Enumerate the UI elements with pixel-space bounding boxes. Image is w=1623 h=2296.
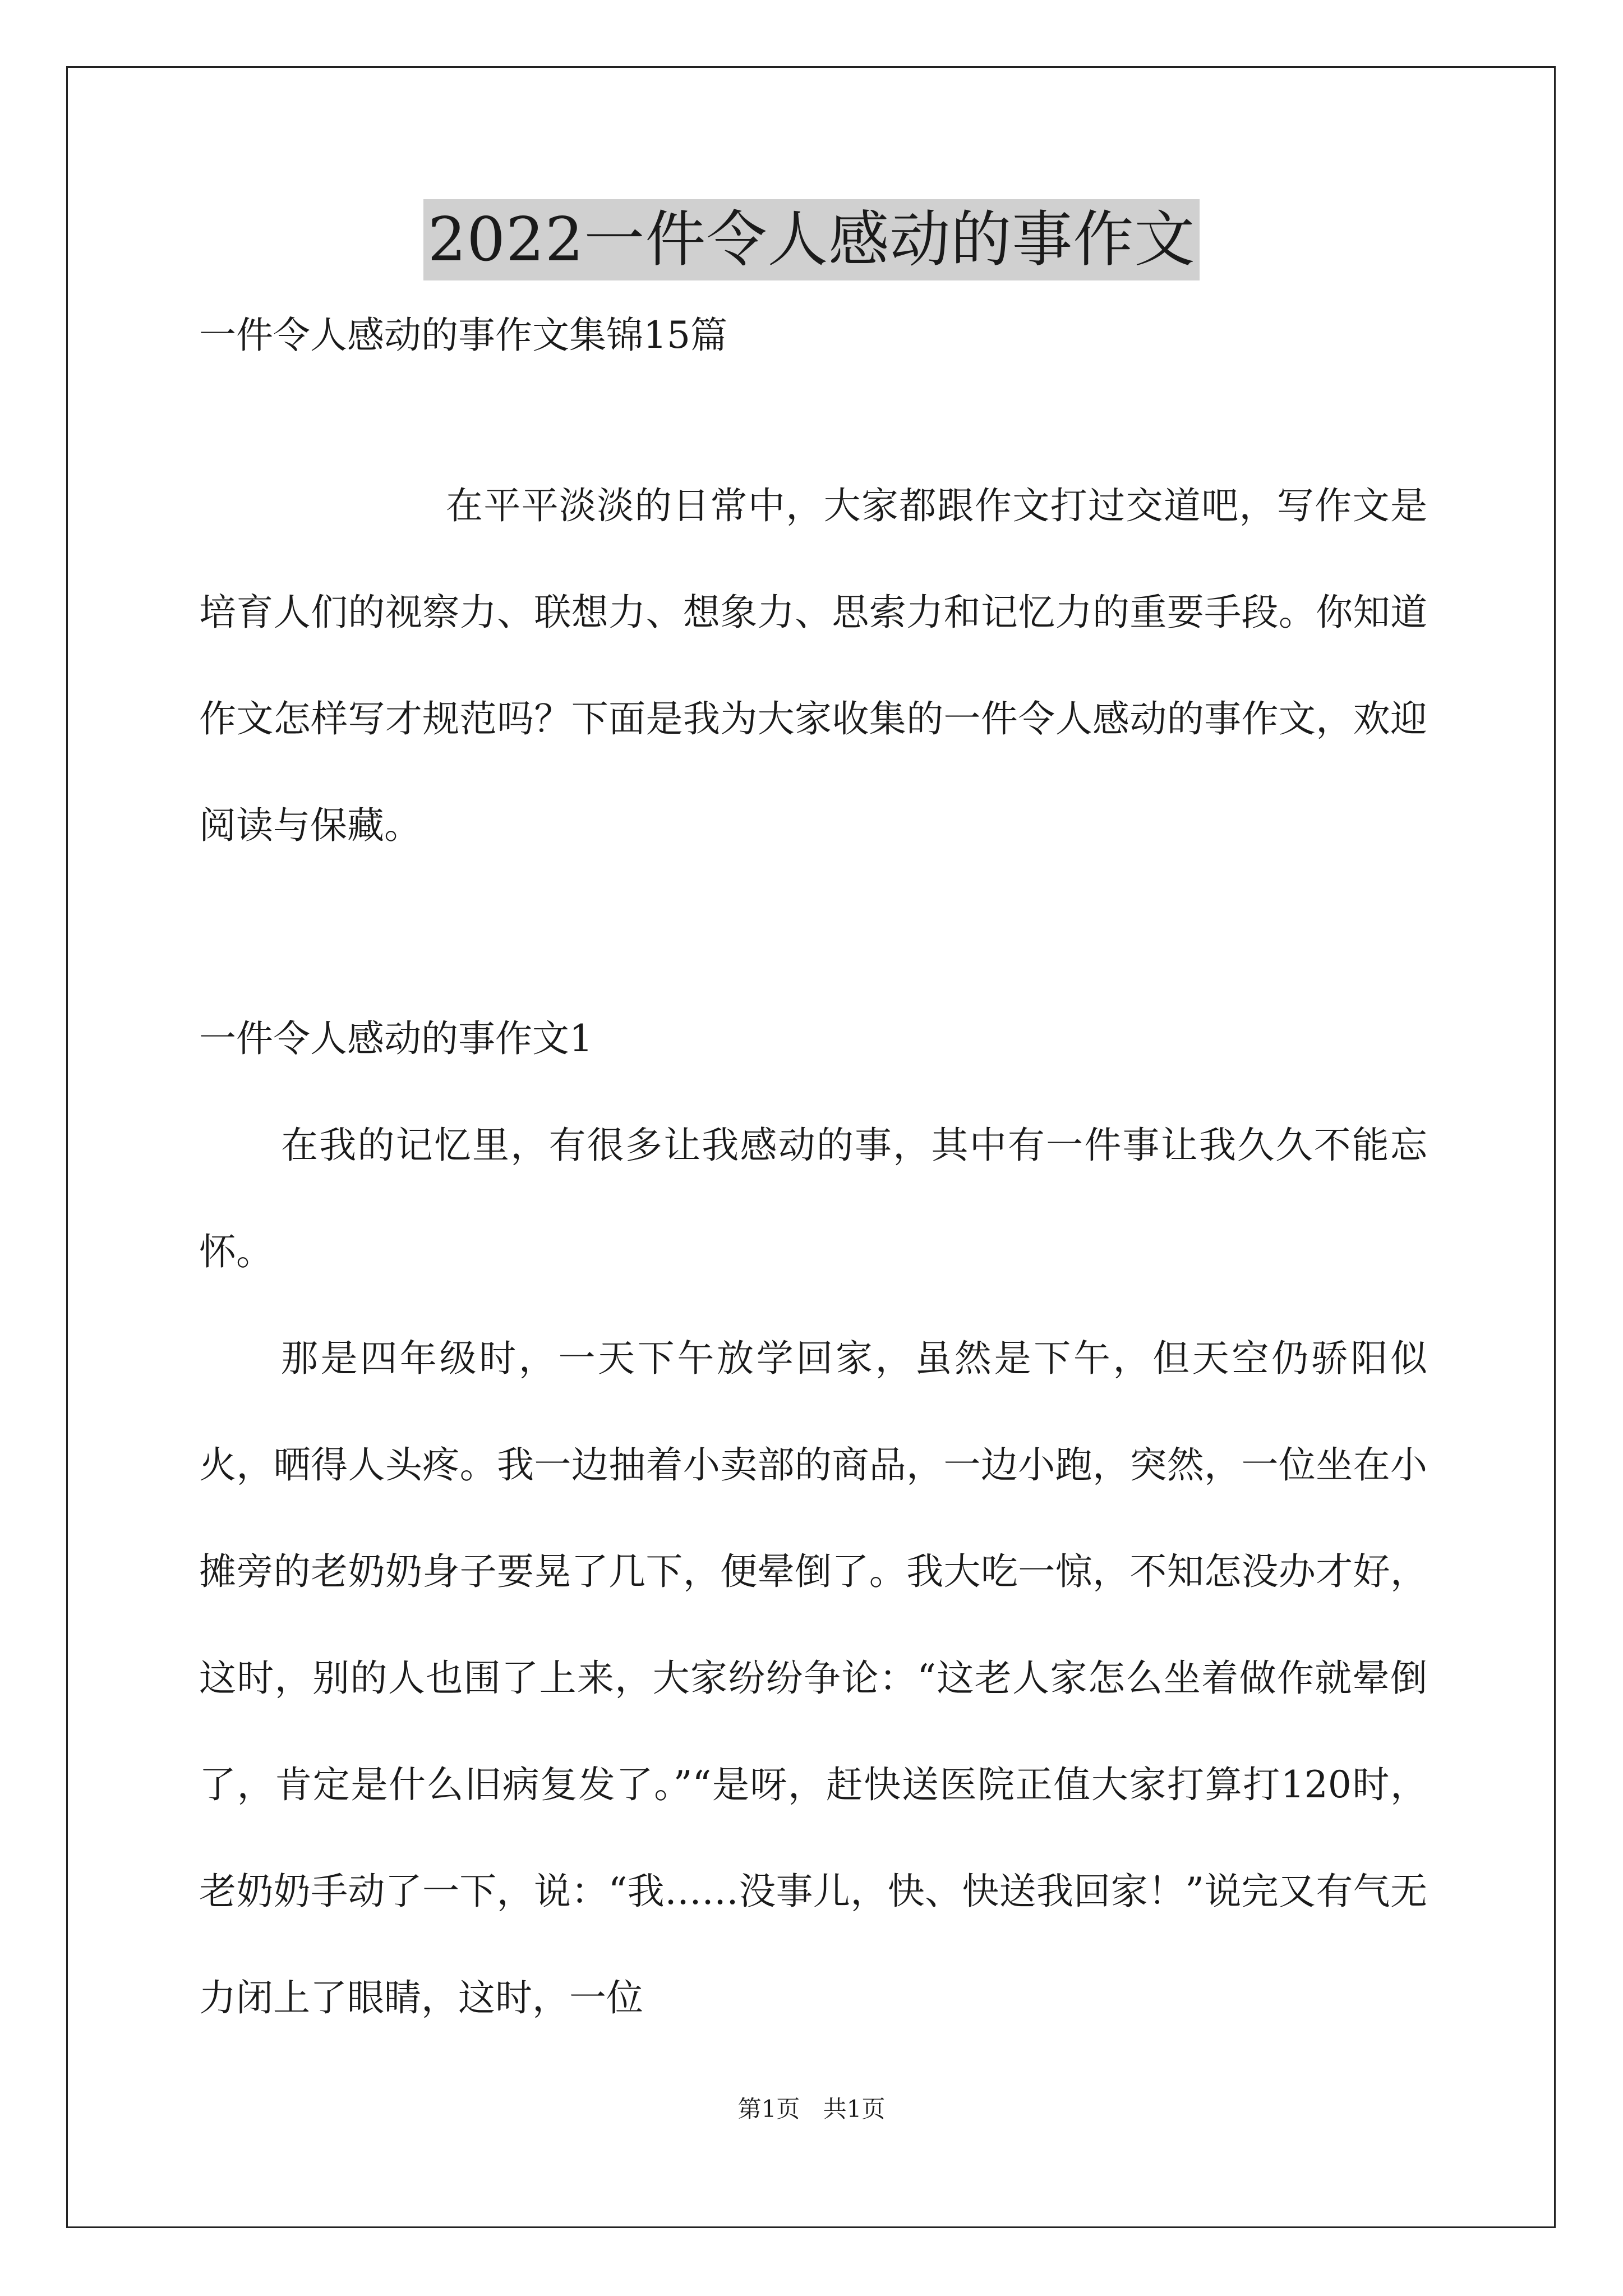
document-title: 2022一件令人感动的事作文 <box>423 199 1200 280</box>
blank-line <box>199 879 1427 986</box>
document-subtitle: 一件令人感动的事作文集锦15篇 <box>199 314 727 357</box>
section-heading: 一件令人感动的事作文1 <box>199 1017 593 1060</box>
page-number: 第1页 <box>737 2095 800 2123</box>
body-paragraph-1: 在我的记忆里，有很多让我感动的事，其中有一件事让我久久不能忘怀。 <box>199 1124 1427 1273</box>
title-container <box>0 199 1623 280</box>
page-footer <box>0 2092 1623 2126</box>
body-paragraph-2: 那是四年级时，一天下午放学回家，虽然是下午，但天空仍骄阳似火，晒得人头疼。我一边抽着小卖部的商品，一边小跑，突然，一位坐在小摊旁的老奶奶身子要晃了几下，便晕倒了。我大吃一惊，不知怎没办才好，这时，别的人也围了上来，大家纷纷争论：“这老人家怎么坐着做作就晕倒了，肯定是什么旧病复发了。”“是呀，赶快送医院正值大家打算打120时，老奶奶手动了一下，说：“我……没事儿，快、快送我回家！”说完又有气无力闭上了眼睛，这时，一位 <box>199 1337 1427 2019</box>
page-total: 共1页 <box>823 2095 886 2123</box>
intro-paragraph: 在平平淡淡的日常中，大家都跟作文打过交道吧，写作文是培育人们的视察力、联想力、想象力、思索力和记忆力的重要手段。你知道作文怎样写才规范吗？下面是我为大家收集的一件令人感动的事作文，欢迎阅读与保藏。 <box>199 484 1427 847</box>
document-body <box>199 453 1427 2051</box>
